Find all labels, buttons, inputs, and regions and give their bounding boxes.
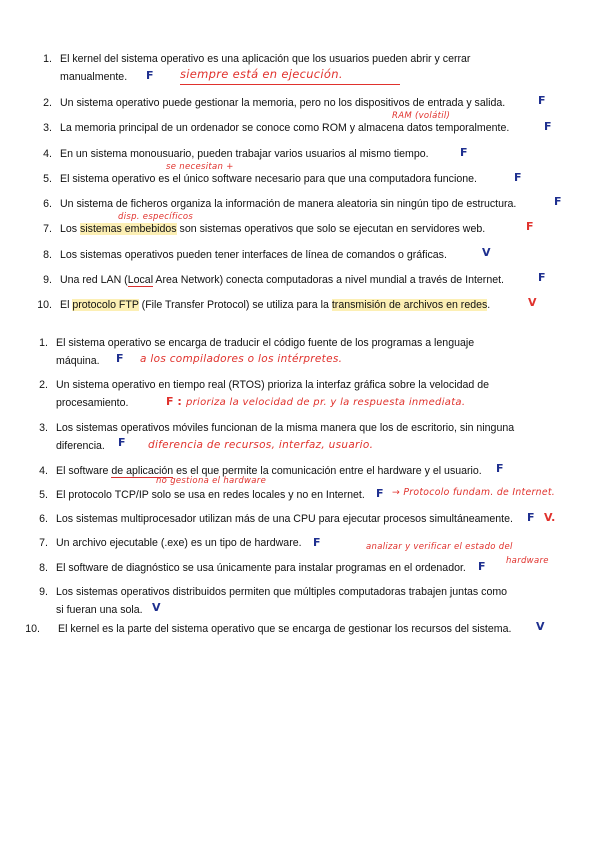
corrected-answer-mark: V. xyxy=(544,511,556,524)
handwritten-correction: prioriza la velocidad de pr. y la respuesta inmediata. xyxy=(186,397,466,408)
question-number: 8. xyxy=(39,562,48,574)
question-number: 8. xyxy=(43,249,52,261)
question-text: El kernel es la parte del sistema operativo que se encarga de gestionar los recursos del sistema. xyxy=(58,623,512,635)
s2-question-10 xyxy=(12,620,572,638)
s1-question-10 xyxy=(30,296,570,314)
answer-mark: F xyxy=(496,462,504,475)
answer-mark: V xyxy=(152,601,161,614)
s1-question-3 xyxy=(30,119,570,137)
underlined-term: Local xyxy=(127,274,154,286)
question-text: Los sistemas multiprocesador utilizan más de una CPU para ejecutar procesos simultáneamente. xyxy=(56,513,513,525)
question-number: 6. xyxy=(43,198,52,210)
question-number: 1. xyxy=(43,53,52,65)
handwritten-correction: se necesitan + xyxy=(166,162,234,172)
s1-question-2 xyxy=(30,94,570,112)
text-segment: es el que permite la comunicación entre el hardware y el usuario. xyxy=(173,465,482,477)
handwritten-correction: a los compiladores o los intérpretes. xyxy=(140,353,343,365)
answer-mark: F xyxy=(146,69,154,82)
question-text-line-2: procesamiento. xyxy=(56,397,129,409)
question-number: 6. xyxy=(39,513,48,525)
question-number: 10. xyxy=(25,623,40,635)
answer-mark: F xyxy=(478,560,486,573)
answer-mark: F : xyxy=(166,395,182,408)
question-text-line-2: manualmente. xyxy=(60,71,128,83)
question-text: El protocolo TCP/IP solo se usa en redes locales y no en Internet. xyxy=(56,489,365,501)
question-text-line-1: Los sistemas operativos distribuidos permiten que múltiples computadoras trabajen juntas como xyxy=(56,586,508,598)
s2-question-4 xyxy=(26,462,566,480)
s1-question-7 xyxy=(30,220,570,238)
handwritten-correction: RAM (volátil) xyxy=(392,111,451,121)
s2-question-6 xyxy=(26,510,566,528)
answer-mark: F xyxy=(538,271,546,284)
s1-question-5 xyxy=(30,170,570,188)
text-segment: . xyxy=(487,299,491,311)
text-segment: El xyxy=(60,299,73,311)
handwritten-correction-line-2: hardware xyxy=(506,556,549,566)
question-number: 3. xyxy=(39,422,48,434)
handwritten-correction: no gestiona el hardware xyxy=(156,476,267,486)
question-number: 5. xyxy=(43,173,52,185)
question-text xyxy=(60,296,490,314)
question-text: Un archivo ejecutable (.exe) es un tipo de hardware. xyxy=(56,537,302,549)
question-text-line-2: si fueran una sola. xyxy=(56,604,143,616)
question-number: 3. xyxy=(43,122,52,134)
handwritten-correction: diferencia de recursos, interfaz, usuario. xyxy=(148,439,374,451)
question-text: La memoria principal de un ordenador se conoce como ROM y almacena datos temporalmente. xyxy=(60,122,510,134)
question-text: El software de diagnóstico se usa únicamente para instalar programas en el ordenador. xyxy=(56,562,466,574)
text-segment: Los xyxy=(60,223,81,235)
question-number: 9. xyxy=(39,586,48,598)
question-number: 4. xyxy=(43,148,52,160)
answer-mark: F xyxy=(514,171,522,184)
question-text-line-2: diferencia. xyxy=(56,440,105,452)
text-segment: El software xyxy=(56,465,112,477)
question-text xyxy=(60,271,504,289)
answer-mark: F xyxy=(116,352,124,365)
highlighted-term: transmisión de archivos en redes xyxy=(331,299,488,311)
question-text-line-1: Los sistemas operativos móviles funcionan de la misma manera que los de escritorio, sin ninguna xyxy=(56,422,515,434)
question-number: 5. xyxy=(39,489,48,501)
text-segment: (File Transfer Protocol) se utiliza para la xyxy=(138,299,332,311)
text-segment: Una red LAN ( xyxy=(60,274,128,286)
question-number: 7. xyxy=(43,223,52,235)
question-text-line-1: El kernel del sistema operativo es una aplicación que los usuarios pueden abrir y cerrar xyxy=(60,53,471,65)
question-text: Los sistemas operativos pueden tener interfaces de línea de comandos o gráficas. xyxy=(60,249,447,261)
question-text: En un sistema monousuario, pueden trabajar varios usuarios al mismo tiempo. xyxy=(60,148,429,160)
question-text xyxy=(56,462,482,480)
answer-mark: V xyxy=(536,620,545,633)
question-text xyxy=(60,220,485,238)
correction-underline xyxy=(180,84,400,85)
answer-mark: F xyxy=(538,94,546,107)
s2-question-2 xyxy=(26,376,566,416)
s2-question-9 xyxy=(26,583,566,623)
highlighted-term: sistemas embebidos xyxy=(80,223,177,235)
question-text: Un sistema operativo puede gestionar la memoria, pero no los dispositivos de entrada y salida. xyxy=(60,97,506,109)
question-text: Un sistema de ficheros organiza la información de manera aleatoria sin ningún tipo de estructura. xyxy=(60,198,517,210)
question-number: 2. xyxy=(43,97,52,109)
handwritten-correction: siempre está en ejecución. xyxy=(180,67,343,81)
highlighted-term: protocolo FTP xyxy=(72,299,139,311)
question-text-line-1: Un sistema operativo en tiempo real (RTOS) prioriza la interfaz gráfica sobre la velocidad de xyxy=(56,379,489,391)
answer-mark: F xyxy=(527,511,535,524)
underlined-term: de aplicación xyxy=(111,465,174,477)
question-number: 1. xyxy=(39,337,48,349)
answer-mark: F xyxy=(118,436,126,449)
answer-mark: F xyxy=(526,220,534,233)
s1-question-6 xyxy=(30,195,570,213)
question-number: 7. xyxy=(39,537,48,549)
answer-mark: V xyxy=(528,296,537,309)
question-number: 4. xyxy=(39,465,48,477)
question-number: 10. xyxy=(37,299,52,311)
question-text: El sistema operativo es el único software necesario para que una computadora funcione. xyxy=(60,173,477,185)
text-segment: Area Network) conecta computadoras a nivel mundial a través de Internet. xyxy=(153,274,505,286)
answer-mark: V xyxy=(482,246,491,259)
handwritten-correction: disp. específicos xyxy=(118,212,194,222)
answer-mark: F xyxy=(460,146,468,159)
answer-mark: F xyxy=(313,536,321,549)
handwritten-correction: → Protocolo fundam. de Internet. xyxy=(392,487,556,498)
question-number: 9. xyxy=(43,274,52,286)
question-text-line-1: El sistema operativo se encarga de traducir el código fuente de los programas a lenguaje xyxy=(56,337,475,349)
text-segment: son sistemas operativos que solo se ejecutan en servidores web. xyxy=(176,223,486,235)
answer-mark: F xyxy=(554,195,562,208)
answer-mark: F xyxy=(544,120,552,133)
question-number: 2. xyxy=(39,379,48,391)
handwritten-correction: analizar y verificar el estado del xyxy=(366,542,513,552)
answer-mark: F xyxy=(376,487,384,500)
s1-question-4 xyxy=(30,145,570,163)
s1-question-9 xyxy=(30,271,570,289)
question-text-line-2: máquina. xyxy=(56,355,100,367)
